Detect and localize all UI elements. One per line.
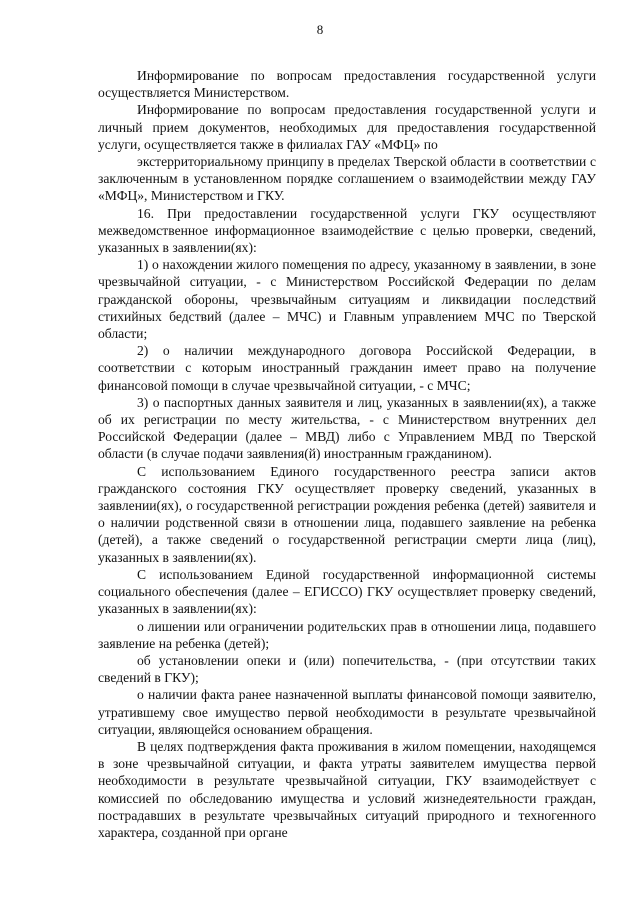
paragraph-parental-rights: о лишении или ограничении родительских прав в отношении лица, подавшего заявление на ребенка (детей); xyxy=(98,618,596,651)
paragraph-egisso: С использованием Единой государственной информационной системы социального обеспечения (далее – ЕГИССО) ГКУ осуществляет проверку сведений, указанных в заявлении(ях): xyxy=(98,566,596,617)
paragraph-civil-registry: С использованием Единого государственного реестра записи актов гражданского состояния ГКУ осуществляет проверку сведений, указанных в заявлении(ях), о государственной регистрации рождения ребенка (детей) заявителя и о наличии родственной связи в отношении лица, подавшего заявление на ребенка (детей), а также сведений о государственной регистрации смерти лица (лиц), указанных в заявлении(ях). xyxy=(98,463,596,565)
paragraph-extraterritorial: экстерриториальному принципу в пределах Тверской области в соответствии с заключенным в установленном порядке соглашением о взаимодействии между ГАУ «МФЦ», Министерством и ГКУ. xyxy=(98,154,596,204)
paragraph-subitem-3: 3) о паспортных данных заявителя и лиц, указанных в заявлении(ях), а также об их регистрации по месту жительства, - с Министерством внутренних дел Российской Федерации (далее – МВД) либо с Управлением МВД по Тверской области (в случае подачи заявления(й) иностранным гражданином). xyxy=(98,394,596,462)
body-text xyxy=(98,67,596,841)
paragraph-informing-ministry: Информирование по вопросам предоставления государственной услуги осуществляется Министерством. xyxy=(98,68,596,101)
paragraph-subitem-1: 1) о нахождении жилого помещения по адресу, указанному в заявлении, в зоне чрезвычайной ситуации, - с Министерством Российской Федерации по делам гражданской обороны, чрезвычайным ситуациям и ликвидации последствий стихийных бедствий (далее – МЧС) и Главным управлением МЧС по Тверской области; xyxy=(98,257,596,342)
page-number: 8 xyxy=(316,22,324,37)
paragraph-item-16: 16. При предоставлении государственной услуги ГКУ осуществляют межведомственное информационное взаимодействие с целью проверки, сведений, указанных в заявлении(ях): xyxy=(98,205,596,256)
paragraph-guardianship: об установлении опеки и (или) попечительства, - (при отсутствии таких сведений в ГКУ); xyxy=(98,652,596,686)
paragraph-informing-mfc: Информирование по вопросам предоставления государственной услуги и личный прием документов, необходимых для предоставления государственной услуги, осуществляется также в филиалах ГАУ «МФЦ» по xyxy=(98,102,596,152)
paragraph-subitem-2: 2) о наличии международного договора Российской Федерации, в соответствии с которым иностранный гражданин имеет право на получение финансовой помощи в случае чрезвычайной ситуации, - с МЧС; xyxy=(98,343,596,393)
paragraph-prior-payment: о наличии факта ранее назначенной выплаты финансовой помощи заявителю, утратившему свое имущество первой необходимости в результате чрезвычайной ситуации, являющейся основанием обращения. xyxy=(98,687,596,737)
paragraph-residence-confirmation: В целях подтверждения факта проживания в жилом помещении, находящемся в зоне чрезвычайной ситуации, и факта утраты заявителем имущества первой необходимости в результате чрезвычайной ситуации, ГКУ взаимодействует с комиссией по обследованию имущества и условий жизнедеятельности граждан, пострадавших в результате чрезвычайных ситуаций природного и техногенного характера, созданной при органе xyxy=(98,738,596,840)
